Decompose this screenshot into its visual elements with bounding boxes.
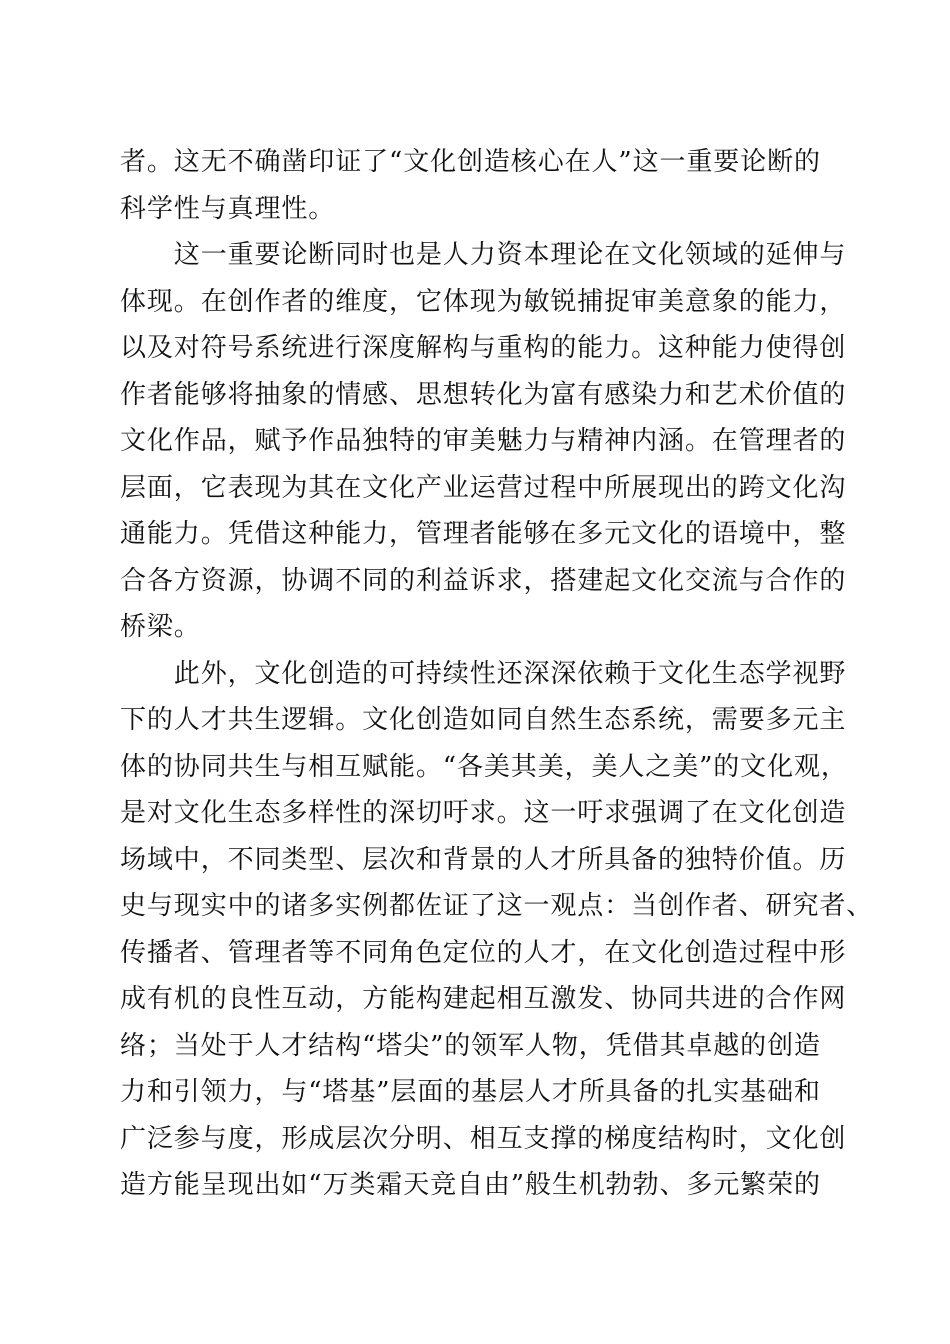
text-line: 造方能呈现出如“万类霜天竞自由”般生机勃勃、多元繁荣的	[120, 1170, 821, 1200]
text-line: 是对文化生态多样性的深切吁求。这一吁求强调了在文化创造	[120, 798, 847, 828]
text-line: 此外，文化创造的可持续性还深深依赖于文化生态学视野	[120, 658, 847, 689]
text-line: 这一重要论断同时也是人力资本理论在文化领域的延伸与	[120, 240, 847, 270]
text-line: 合各方资源，协调不同的利益诉求，搭建起文化交流与合作的	[120, 565, 847, 596]
text-line: 成有机的良性互动，方能构建起相互激发、协同共进的合作网	[120, 984, 847, 1014]
text-line: 通能力。凭借这种能力，管理者能够在多元文化的语境中，整	[120, 519, 847, 549]
text-line: 场域中，不同类型、层次和背景的人才所具备的独特价值。历	[120, 844, 847, 875]
text-line: 史与现实中的诸多实例都佐证了这一观点：当创作者、研究者、	[120, 891, 874, 921]
body-text	[120, 139, 874, 1209]
text-line: 层面，它表现为其在文化产业运营过程中所展现出的跨文化沟	[120, 472, 847, 503]
text-line: 体现。在创作者的维度，它体现为敏锐捕捉审美意象的能力，	[120, 286, 847, 317]
text-line: 下的人才共生逻辑。文化创造如同自然生态系统，需要多元主	[120, 705, 847, 735]
text-line: 广泛参与度，形成层次分明、相互支撑的梯度结构时，文化创	[120, 1123, 847, 1154]
text-line: 以及对符号系统进行深度解构与重构的能力。这种能力使得创	[120, 333, 847, 363]
text-line: 传播者、管理者等不同角色定位的人才，在文化创造过程中形	[120, 937, 847, 968]
text-line: 文化作品，赋予作品独特的审美魅力与精神内涵。在管理者的	[120, 426, 847, 456]
text-line: 者。这无不确凿印证了“文化创造核心在人”这一重要论断的	[120, 147, 821, 177]
text-line: 科学性与真理性。	[120, 193, 336, 224]
text-line: 络；当处于人才结构“塔尖”的领军人物，凭借其卓越的创造	[120, 1030, 821, 1061]
text-line: 作者能够将抽象的情感、思想转化为富有感染力和艺术价值的	[120, 379, 847, 410]
text-line: 桥梁。	[120, 612, 201, 642]
text-line: 体的协同共生与相互赋能。“各美其美，美人之美”的文化观，	[120, 751, 848, 782]
text-line: 力和引领力，与“塔基”层面的基层人才所具备的扎实基础和	[120, 1077, 821, 1107]
